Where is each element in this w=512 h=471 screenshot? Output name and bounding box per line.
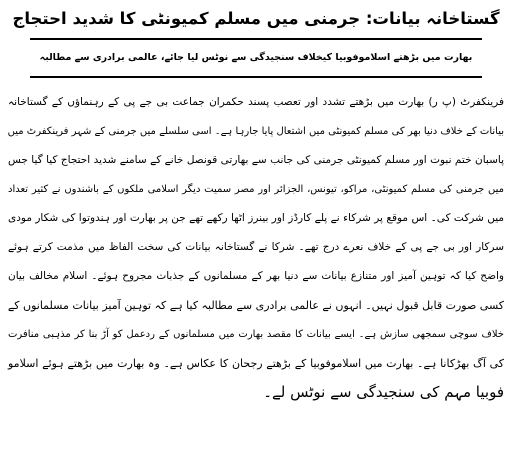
subheadline: بھارت میں بڑھتے اسلاموفوبیا کیخلاف سنجیدگی سے نوٹس لیا جائے، عالمی برادری سے مطالبہ <box>30 38 482 78</box>
body-line: سرکار اور بی جے پی کے خلاف نعرے درج تھے۔ شرکا نے گستاخانہ بیانات کی سخت الفاظ میں مذمت کرتے ہوئے <box>8 241 504 253</box>
body-line: پاسبان ختم نبوت اور مسلم کمیونٹی جرمنی کی جانب سے بھارتی قونصل خانے کے سامنے شدید احتجاج کیا گیا جس <box>8 154 504 166</box>
body-line: کسی صورت قابل قبول نہیں۔ انہوں نے عالمی برادری سے مطالبہ کیا ہے کہ توہین آمیز بیانات مسلمانوں کے <box>7 299 504 312</box>
body-line: بیانات کے خلاف دنیا بھر کی مسلم کمیونٹی میں اشتعال پایا جارہا ہے۔ اسی سلسلے میں جرمنی کے شہر فرینکفرٹ میں <box>7 126 504 137</box>
body-line: میں جرمنی کی مسلم کمیونٹی، مراکو، تیونس، الجزائر اور مصر سمیت دیگر اسلامی ملکوں کے باشندوں نے کثیر تعداد <box>8 184 504 195</box>
body-line: میں شرکت کی۔ اس موقع پر شرکاء نے پلے کارڈز اور بینرز اٹھا رکھے تھے جن پر بھارت اور ہندوتوا کی شکار مودی <box>8 212 504 224</box>
body-line: واضح کیا کہ توہین آمیز اور متنازع بیانات سے دنیا بھر کے مسلمانوں کے جذبات مجروح ہوئے۔ اسلام مخالف بیان <box>8 270 504 282</box>
body-line: فوبیا مہم کی سنجیدگی سے نوٹس لے۔ <box>263 383 504 401</box>
article-body <box>8 88 504 407</box>
body-line: کی آگ بھڑکانا ہے۔ بھارت میں اسلاموفوبیا کے بڑھتے رجحان کا عکاس ہے۔ وہ بھارت میں بڑھتے ہوئے اسلامو <box>8 357 504 370</box>
body-line: فرینکفرٹ (پ ر) بھارت میں بڑھتے تشدد اور تعصب پسند حکمران جماعت بی جے پی کے رہنماؤں کے گستاخانہ <box>8 96 504 108</box>
headline: گستاخانہ بیانات: جرمنی میں مسلم کمیونٹی کا شدید احتجاج <box>12 9 500 28</box>
body-line: خلاف سوچی سمجھی سازش ہے۔ ایسے بیانات کا مقصد بھارت میں مسلمانوں کے ردعمل کو آڑ بنا کر مذہبی منافرت <box>8 329 504 340</box>
